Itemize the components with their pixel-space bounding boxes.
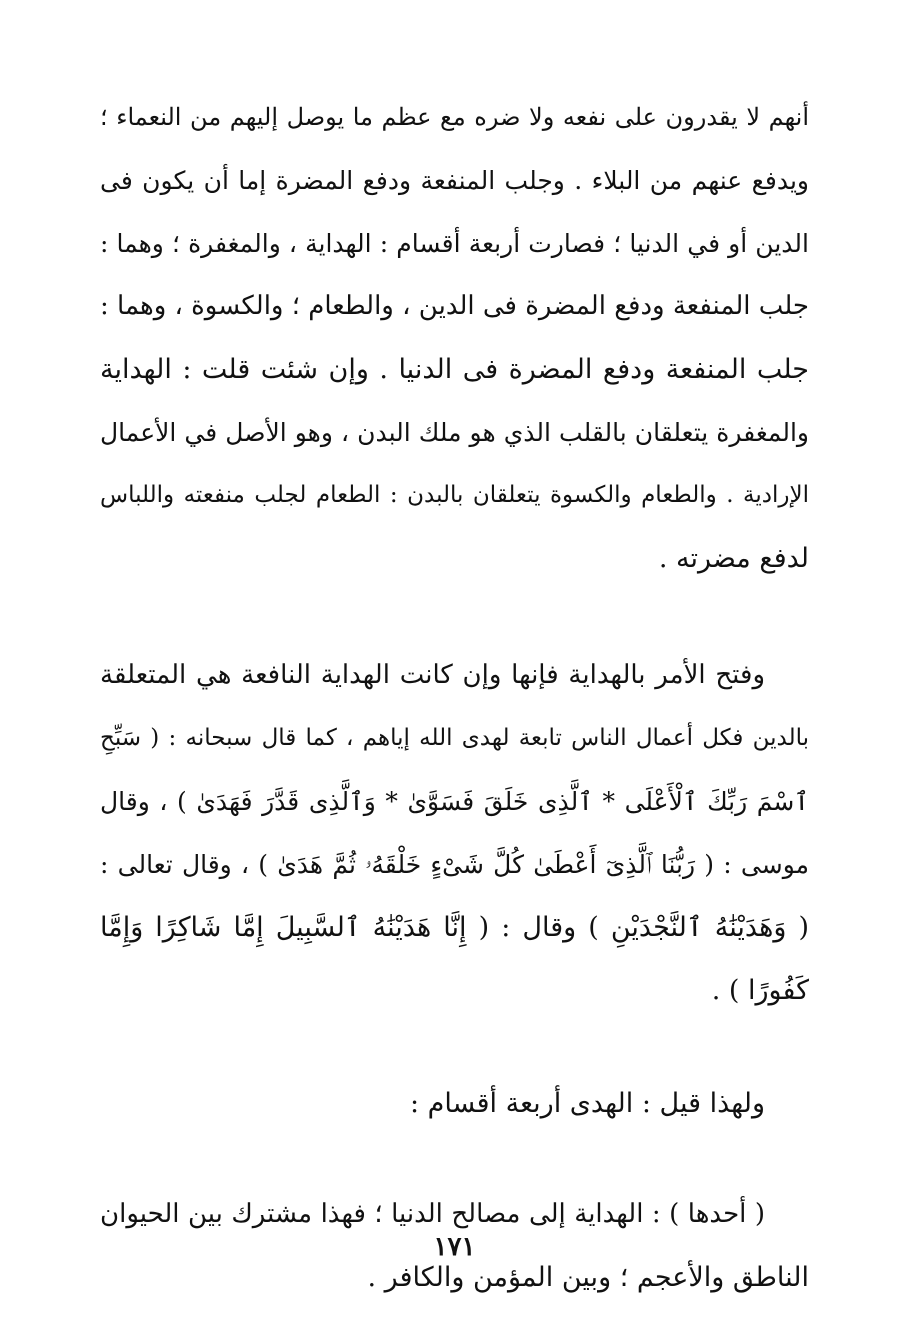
page-number: ١٧١ bbox=[433, 1232, 476, 1262]
text-line: ولهذا قيل : الهدى أربعة أقسام : bbox=[409, 1088, 765, 1119]
quran-verse-line: موسى : ( رَبُّنَا ٱلَّذِىٓ أَعْطَىٰ كُلَّ شَىْءٍ خَلْقَهُۥ ثُمَّ هَدَىٰ ) ، وقال تعالى : bbox=[100, 850, 809, 879]
text-line: ( أحدها ) : الهداية إلى مصالح الدنيا ؛ فهذا مشترك بين الحيوان bbox=[100, 1199, 765, 1229]
paragraph-spacer bbox=[100, 590, 809, 644]
text-line: والمغفرة يتعلقان بالقلب الذي هو ملك البدن ، وهو الأصل في الأعمال bbox=[100, 418, 809, 447]
quran-verse-line: كَفُورًا ) . bbox=[711, 975, 809, 1006]
text-line: جلب المنفعة ودفع المضرة فى الدنيا . وإن شئت قلت : الهداية bbox=[100, 354, 809, 385]
quran-verse-line: ( وَهَدَيْنَٰهُ ٱلنَّجْدَيْنِ ) وقال : ( إِنَّا هَدَيْنَٰهُ ٱلسَّبِيلَ إِمَّا شَاكِرًا وَإِمَّا bbox=[100, 912, 809, 943]
paragraph-2 bbox=[100, 644, 809, 1022]
text-line: الإرادية . والطعام والكسوة يتعلقان بالبدن : الطعام لجلب منفعته واللباس bbox=[100, 482, 809, 508]
text-line: ويدفع عنهم من البلاء . وجلب المنفعة ودفع المضرة إما أن يكون فى bbox=[100, 166, 809, 195]
text-line: أنهم لا يقدرون على نفعه ولا ضره مع عظم ما يوصل إليهم من النعماء ؛ bbox=[100, 103, 809, 131]
text-line: الناطق والأعجم ؛ وبين المؤمن والكافر . bbox=[367, 1262, 809, 1293]
text-line: لدفع مضرته . bbox=[658, 543, 809, 574]
paragraph-spacer bbox=[100, 1135, 809, 1183]
text-line: الدين أو في الدنيا ؛ فصارت أربعة أقسام : الهداية ، والمغفرة ؛ وهما : bbox=[100, 229, 809, 258]
paragraph-3 bbox=[100, 1072, 809, 1135]
paragraph-spacer bbox=[100, 1022, 809, 1072]
quran-verse-line: ٱسْمَ رَبِّكَ ٱلْأَعْلَى * ٱلَّذِى خَلَقَ فَسَوَّىٰ * وَٱلَّذِى قَدَّرَ فَهَدَىٰ ) ، وقال bbox=[100, 787, 809, 816]
text-line: وفتح الأمر بالهداية فإنها وإن كانت الهداية النافعة هي المتعلقة bbox=[100, 660, 765, 690]
text-line: جلب المنفعة ودفع المضرة فى الدين ، والطعام ؛ والكسوة ، وهما : bbox=[100, 291, 809, 321]
text-line: بالدين فكل أعمال الناس تابعة لهدى الله إياهم ، كما قال سبحانه : ( سَبِّحِ bbox=[100, 725, 809, 751]
paragraph-1 bbox=[100, 86, 809, 590]
